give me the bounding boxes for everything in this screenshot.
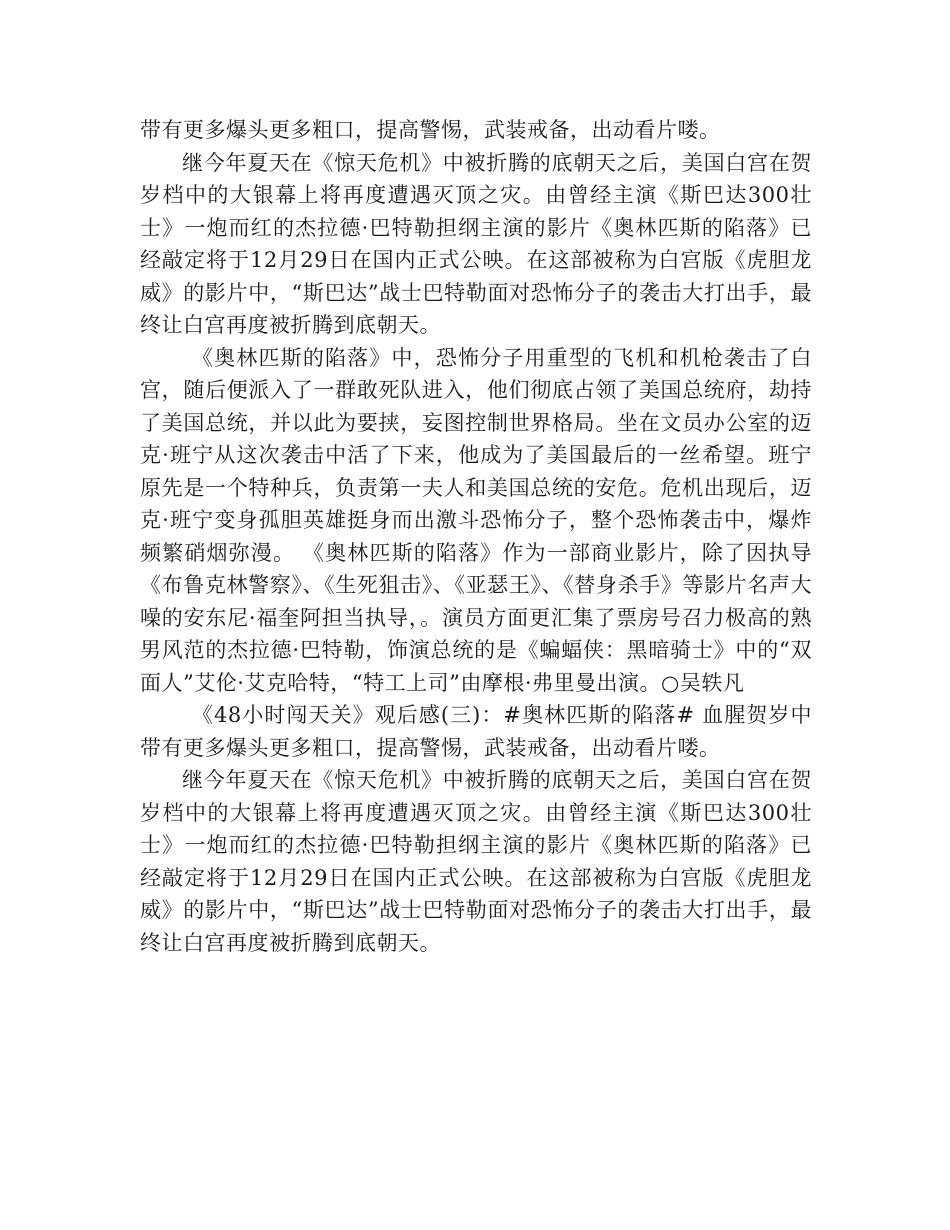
paragraph-4: 《48小时闯天关》观后感(三)：#奥林匹斯的陷落# 血腥贺岁中带有更多爆头更多粗口，提高警惕，武装戒备，出动看片喽。 <box>140 703 812 760</box>
paragraph-2: 继今年夏天在《惊天危机》中被折腾的底朝天之后，美国白宫在贺岁档中的大银幕上将再度遭遇灭顶之灾。由曾经主演《斯巴达300壮士》一炮而红的杰拉德·巴特勒担纲主演的影片《奥林匹斯的陷落》已经敲定将于12月29日在国内正式公映。在这部被称为白宫版《虎胆龙威》的影片中，“斯巴达”战士巴特勒面对恐怖分子的袭击大打出手，最终让白宫再度被折腾到底朝天。 <box>140 150 812 337</box>
paragraph-1: 带有更多爆头更多粗口，提高警惕，武装戒备，出动看片喽。 <box>140 118 721 142</box>
paragraph-5: 继今年夏天在《惊天危机》中被折腾的底朝天之后，美国白宫在贺岁档中的大银幕上将再度遭遇灭顶之灾。由曾经主演《斯巴达300壮士》一炮而红的杰拉德·巴特勒担纲主演的影片《奥林匹斯的陷落》已经敲定将于12月29日在国内正式公映。在这部被称为白宫版《虎胆龙威》的影片中，“斯巴达”战士巴特勒面对恐怖分子的袭击大打出手，最终让白宫再度被折腾到底朝天。 <box>140 768 812 955</box>
paragraph-3: 《奥林匹斯的陷落》中，恐怖分子用重型的飞机和机枪袭击了白宫，随后便派入了一群敢死队进入，他们彻底占领了美国总统府，劫持了美国总统，并以此为要挟，妄图控制世界格局。坐在文员办公室的迈克·班宁从这次袭击中活了下来，他成为了美国最后的一丝希望。班宁原先是一个特种兵，负责第一夫人和美国总统的安危。危机出现后，迈克·班宁变身孤胆英雄挺身而出激斗恐怖分子，整个恐怖袭击中，爆炸频繁硝烟弥漫。 《奥林匹斯的陷落》作为一部商业影片，除了因执导《布鲁克林警察》、《生死狙击》、《亚瑟王》、《替身杀手》等影片名声大噪的安东尼·福奎阿担当执导，。演员方面更汇集了票房号召力极高的熟男风范的杰拉德·巴特勒，饰演总统的是《蝙蝠侠：黑暗骑士》中的“双面人”艾伦·艾克哈特，“特工上司”由摩根·弗里曼出演。○吴轶凡 <box>140 345 812 695</box>
document-body <box>140 114 812 959</box>
